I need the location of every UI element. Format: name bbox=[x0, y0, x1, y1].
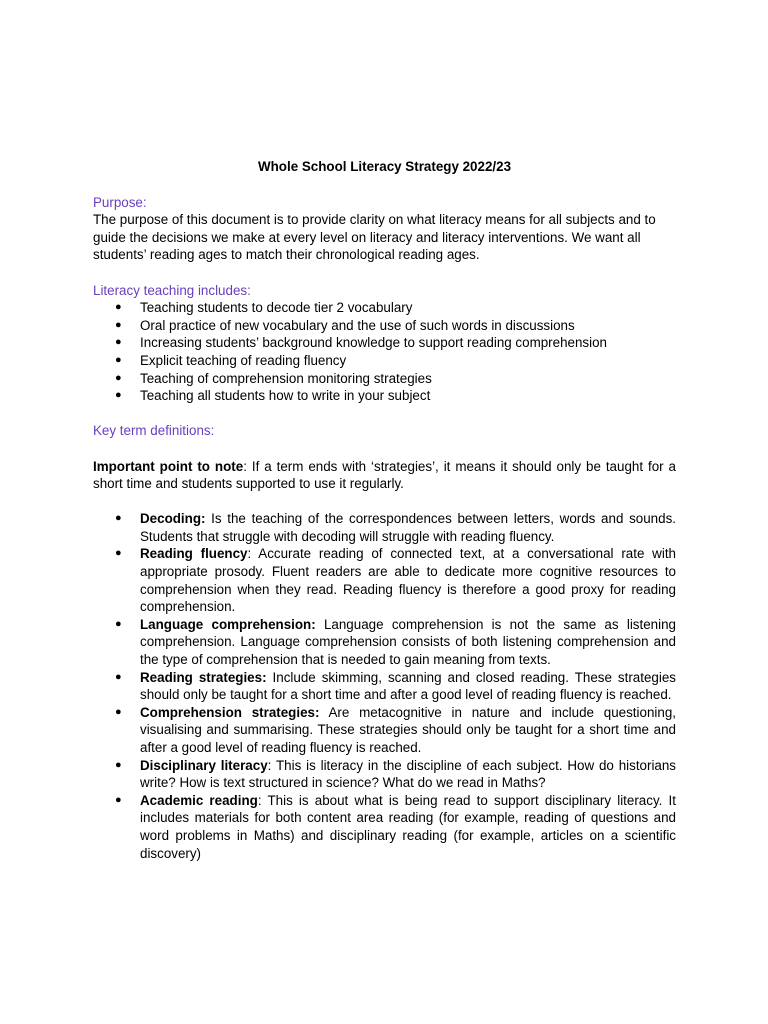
bullet-icon: ● bbox=[115, 705, 122, 718]
definition-item bbox=[93, 510, 676, 545]
bullet-icon: ● bbox=[115, 371, 122, 384]
list-item-text: Oral practice of new vocabulary and the use of such words in discussions bbox=[140, 317, 575, 333]
list-item bbox=[93, 317, 676, 335]
list-item bbox=[93, 387, 676, 405]
definition-item bbox=[93, 704, 676, 757]
bullet-icon: ● bbox=[115, 389, 122, 402]
list-item-text: Explicit teaching of reading fluency bbox=[140, 352, 347, 368]
definitions-heading: Key term definitions: bbox=[93, 423, 215, 439]
definition-text: : This is about what is being read to support disciplinary literacy. It includes materials for both content area reading (for example, reading of questions and word problems in Maths) and disciplinary reading (for example, articles on a scientific discovery) bbox=[140, 792, 676, 861]
definition-item bbox=[93, 757, 676, 792]
spacer bbox=[93, 264, 676, 282]
bullet-icon: ● bbox=[115, 301, 122, 314]
spacer bbox=[93, 440, 676, 458]
definition-term: Comprehension strategies: bbox=[140, 704, 320, 720]
definition-term: Reading fluency bbox=[140, 546, 248, 562]
bullet-icon: ● bbox=[115, 758, 122, 771]
definition-term: Academic reading bbox=[140, 792, 258, 808]
list-item-text: Teaching students to decode tier 2 vocabulary bbox=[140, 300, 413, 316]
definition-text: Include skimming, scanning and closed reading. These strategies should only be taught for a short time and after a good level of reading fluency is reached. bbox=[140, 669, 676, 703]
important-note-text: : If a term ends with ‘strategies’, it means it should only be taught for a short time and students supported to use it regularly. bbox=[93, 458, 677, 492]
bullet-icon: ● bbox=[115, 512, 122, 525]
document-title: Whole School Literacy Strategy 2022/23 bbox=[257, 159, 512, 174]
purpose-heading-colon: : bbox=[142, 194, 147, 210]
bullet-icon: ● bbox=[115, 793, 122, 806]
bullet-icon: ● bbox=[115, 318, 122, 331]
list-item bbox=[93, 370, 676, 388]
bullet-icon: ● bbox=[115, 547, 122, 560]
spacer bbox=[93, 176, 676, 194]
teaching-list bbox=[93, 299, 676, 405]
teaching-heading: Literacy teaching includes: bbox=[93, 282, 251, 298]
definition-term: Language comprehension: bbox=[140, 616, 316, 632]
definition-item bbox=[93, 669, 676, 704]
list-item-text: Teaching of comprehension monitoring strategies bbox=[140, 370, 432, 386]
definition-text: : Accurate reading of connected text, at a conversational rate with appropriate prosody. Fluent readers are able to dedicate more cognitive resources to comprehension when they read. Reading fluency is therefore a good proxy for reading comprehension. bbox=[140, 546, 676, 615]
purpose-heading-label: Purpose bbox=[93, 194, 143, 210]
bullet-icon: ● bbox=[115, 670, 122, 683]
list-item-text: Teaching all students how to write in your subject bbox=[140, 388, 431, 404]
definition-item bbox=[93, 616, 676, 669]
important-note bbox=[93, 458, 676, 493]
purpose-heading bbox=[93, 194, 676, 212]
definition-text: Are metacognitive in nature and include questioning, visualising and summarising. These strategies should only be taught for a short time and after a good level of reading fluency is reached. bbox=[140, 704, 676, 755]
definition-item bbox=[93, 792, 676, 862]
definition-item bbox=[93, 545, 676, 615]
definition-text: : This is literacy in the discipline of each subject. How do historians write? How is text structured in science? What do we read in Maths? bbox=[140, 757, 677, 791]
purpose-text: The purpose of this document is to provide clarity on what literacy means for all subjects and to guide the decisions we make at every level on literacy and literacy interventions. We want all students’ reading ages to match their chronological reading ages. bbox=[93, 212, 656, 263]
definition-term: Reading strategies: bbox=[140, 669, 267, 685]
definition-text: Language comprehension is not the same as listening comprehension. Language comprehension consists of both listening comprehension and the type of comprehension that is needed to gain meaning from texts. bbox=[140, 616, 676, 668]
definition-term: Decoding: bbox=[140, 511, 206, 527]
bullet-icon: ● bbox=[115, 353, 122, 366]
list-item-text: Increasing students’ background knowledge to support reading comprehension bbox=[140, 335, 607, 351]
spacer bbox=[93, 493, 676, 511]
document-page bbox=[93, 158, 676, 862]
list-item bbox=[93, 334, 676, 352]
definition-text: Is the teaching of the correspondences between letters, words and sounds. Students that struggle with decoding will struggle with reading fluency. bbox=[140, 511, 676, 544]
list-item bbox=[93, 299, 676, 317]
bullet-icon: ● bbox=[115, 617, 122, 630]
spacer bbox=[93, 405, 676, 423]
bullet-icon: ● bbox=[115, 336, 122, 349]
definitions-list bbox=[93, 510, 676, 862]
list-item bbox=[93, 352, 676, 370]
important-note-label: Important point to note bbox=[93, 458, 244, 474]
definition-term: Disciplinary literacy bbox=[140, 757, 268, 773]
